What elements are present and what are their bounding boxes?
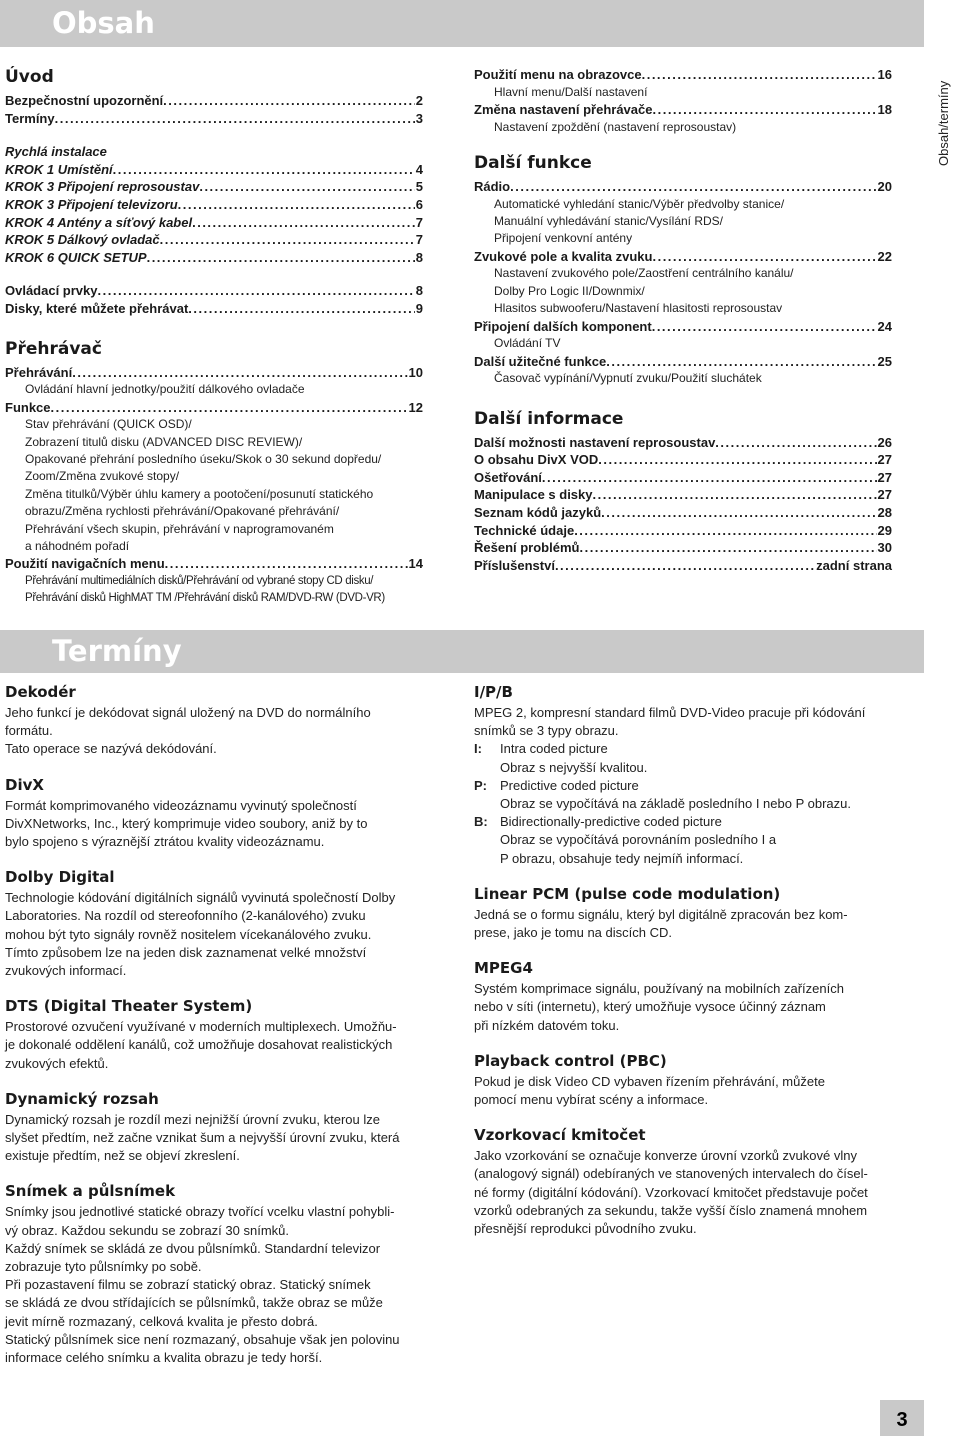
toc-entry[interactable] xyxy=(5,399,423,417)
toc-entry-label: Disky, které můžete přehrávat xyxy=(5,300,189,316)
toc-entry-page: 29 xyxy=(877,522,892,538)
contents-title: Obsah xyxy=(52,6,155,40)
toc-subentry: obrazu/Změna rychlosti přehrávání/Opakované přehrávání/ xyxy=(25,504,340,519)
toc-subentry: Dolby Pro Logic II/Downmix/ xyxy=(494,283,645,298)
terms-left-column xyxy=(5,682,425,1367)
toc-entry[interactable] xyxy=(474,353,892,371)
toc-entry-label: Změna nastavení přehrávače xyxy=(474,102,653,117)
term-text-line: Jako vzorkování se označuje konverze úrovní vzorků zvukové vlny xyxy=(474,1148,857,1164)
term-text-line: Jedná se o formu signálu, který byl digitálně zpracován bez kom- xyxy=(474,906,848,922)
toc-entry-page: 3 xyxy=(415,110,423,126)
dot-leader xyxy=(72,364,407,382)
toc-entry-label: Řešení problémů xyxy=(474,540,580,556)
term-text-line: pomocí menu vybírat scény a informace. xyxy=(474,1092,709,1108)
term-text-line: zobrazuje tyto půlsnímky po sobě. xyxy=(5,1259,202,1275)
toc-entry-page: 30 xyxy=(877,540,892,556)
page-number xyxy=(880,1400,924,1436)
section-heading-prehravac: Přehrávač xyxy=(5,338,102,359)
term-text-line: né formy (digitální kódování). Vzorkovací kmitočet představuje počet xyxy=(474,1184,868,1200)
toc-entry[interactable] xyxy=(5,178,423,196)
toc-entry[interactable] xyxy=(5,364,423,382)
toc-entry[interactable] xyxy=(5,161,423,179)
page-number-text: 3 xyxy=(896,1409,908,1431)
toc-left-column xyxy=(5,66,423,608)
term-heading: Linear PCM (pulse code modulation) xyxy=(474,884,781,903)
toc-entry[interactable] xyxy=(474,557,892,575)
toc-entry-page: 5 xyxy=(415,179,423,195)
toc-entry[interactable] xyxy=(474,434,892,452)
toc-entry[interactable] xyxy=(5,249,423,267)
dot-leader xyxy=(542,469,877,487)
section-heading-uvod: Úvod xyxy=(5,67,54,87)
toc-entry-page: 27 xyxy=(877,487,892,503)
term-text-line: snímků se 3 typy obrazu. xyxy=(474,723,619,739)
term-heading: DivX xyxy=(5,775,44,794)
dot-leader xyxy=(98,282,415,300)
term-text-line: zvukových efektů. xyxy=(5,1055,109,1071)
toc-entry-page: 18 xyxy=(877,102,892,117)
term-text-line: Tímto způsobem lze na jeden disk zaznamenat velké množství xyxy=(5,944,367,960)
dot-leader xyxy=(555,557,815,575)
toc-entry-page: 8 xyxy=(415,283,423,299)
term-text-line: Statický půlsnímek sice není rozmazaný, obsahuje však jen polovinu xyxy=(5,1331,400,1347)
toc-subentry: Hlavní menu/Další nastavení xyxy=(494,84,648,99)
term-text-line: Obraz se vypočítává na základě posledního I nebo P obrazu. xyxy=(500,796,851,812)
dot-leader xyxy=(652,248,876,266)
dot-leader xyxy=(593,486,877,504)
toc-entry-page: 24 xyxy=(877,318,892,334)
toc-subentry: Manuální vyhledávání stanic/Vysílání RDS/ xyxy=(494,214,724,228)
term-text-line: Dynamický rozsah je rozdíl mezi nejnižší úrovní zvuku, kterou lze xyxy=(5,1111,380,1127)
toc-entry[interactable] xyxy=(5,110,423,128)
term-heading: Playback control (PBC) xyxy=(474,1051,667,1070)
toc-entry[interactable] xyxy=(474,504,892,522)
term-heading: Vzorkovací kmitočet xyxy=(474,1126,646,1145)
toc-entry-label: Ovládací prvky xyxy=(5,283,98,299)
toc-entry-label: KROK 4 Antény a síťový kabel xyxy=(5,214,193,230)
toc-entry-page: 2 xyxy=(415,93,423,108)
toc-entry[interactable] xyxy=(5,214,423,232)
term-text-line: existuje předtím, než se objeví zkreslení. xyxy=(5,1148,240,1164)
quick-install-title: Rychlá instalace xyxy=(5,144,107,160)
term-text-line: Obraz se vypočítává porovnáním posledního I a xyxy=(500,832,777,848)
dot-leader xyxy=(510,178,876,196)
term-text-line: Formát komprimovaného videozáznamu vyvinutý společností xyxy=(5,797,357,813)
toc-entry-label: Použití menu na obrazovce xyxy=(474,67,642,82)
toc-subentry: Časovač vypínání/Vypnutí zvuku/Použití sluchátek xyxy=(494,371,762,386)
term-text-line: P obrazu, obsahuje tedy nejmíň informací. xyxy=(500,850,744,866)
toc-entry-label: Rádio xyxy=(474,179,511,194)
contents-title-banner xyxy=(0,0,924,47)
definition-value: Predictive coded picture xyxy=(500,777,639,793)
toc-entry-label: Další užitečné funkce xyxy=(474,353,607,369)
toc-entry-label: Použití navigačních menu xyxy=(5,556,165,572)
term-text-line: při nízkém datovém toku. xyxy=(474,1017,620,1033)
dot-leader xyxy=(55,110,415,128)
toc-entry-page: zadní strana xyxy=(816,557,892,573)
dot-leader xyxy=(574,522,876,540)
term-text-line: bylo spojeno s výraznější ztrátou kvality videozáznamu. xyxy=(5,834,325,850)
term-text-line: informace celého snímku a kvalita obrazu je tedy horší. xyxy=(5,1350,323,1366)
terms-title-banner xyxy=(0,630,924,673)
toc-entry-label: Ošetřování xyxy=(474,469,542,485)
toc-entry-label: Příslušenství xyxy=(474,557,555,573)
term-heading: I/P/B xyxy=(474,683,513,701)
dot-leader xyxy=(652,101,876,119)
toc-entry[interactable] xyxy=(474,318,892,336)
toc-subentry: Zoom/Změna zvukové stopy/ xyxy=(25,469,180,484)
toc-entry[interactable] xyxy=(474,539,892,557)
term-text-line: Snímky jsou jednotlivé statické obrazy tvořící vcelku vlastní pohybli- xyxy=(5,1204,395,1220)
toc-entry-page: 22 xyxy=(877,248,892,264)
dot-leader xyxy=(147,249,415,267)
toc-subentry: Ovládání hlavní jednotky/použití dálkového ovladače xyxy=(25,382,305,397)
toc-entry-label: KROK 3 Připojení televizoru xyxy=(5,196,178,212)
term-text-line: Prostorové ozvučení využívané v moderních multiplexech. Umožňu- xyxy=(5,1019,397,1035)
definition-key: I: xyxy=(474,741,482,757)
term-text-line: Tato operace se nazývá dekódování. xyxy=(5,741,217,757)
dot-leader xyxy=(178,196,415,214)
toc-entry-label: Další možnosti nastavení reprosoustav xyxy=(474,434,716,450)
dot-leader xyxy=(51,399,408,417)
toc-entry-page: 7 xyxy=(415,232,423,248)
toc-subentry: Změna titulků/Výběr úhlu kamery a pootočení/posunutí statického xyxy=(25,486,374,501)
toc-entry[interactable] xyxy=(474,101,892,119)
toc-entry-page: 25 xyxy=(877,353,892,369)
dot-leader xyxy=(601,504,876,522)
term-text-line: MPEG 2, kompresní standard filmů DVD-Video pracuje při kódování xyxy=(474,705,866,720)
toc-entry-page: 16 xyxy=(877,67,892,82)
toc-entry[interactable] xyxy=(5,196,423,214)
toc-entry[interactable] xyxy=(474,248,892,266)
toc-entry-label: KROK 5 Dálkový ovladač xyxy=(5,232,160,248)
term-text-line: formátu. xyxy=(5,723,53,739)
definition-value: Intra coded picture xyxy=(500,741,608,757)
term-text-line: se skládá ze dvou střídajících se půlsnímků, takže obraz se může xyxy=(5,1295,383,1311)
term-heading: Dolby Digital xyxy=(5,868,115,887)
term-text-line: Při pozastavení filmu se zobrazí statický obraz. Statický snímek xyxy=(5,1277,371,1293)
term-heading: Dynamický rozsah xyxy=(5,1089,159,1108)
term-text-line: vzorků odebraných za sekundu, takže vyšší číslo znamená mnohem xyxy=(474,1202,868,1218)
term-text-line: Každý snímek se skládá ze dvou půlsnímků. Standardní televizor xyxy=(5,1240,381,1256)
term-heading: MPEG4 xyxy=(474,959,533,978)
toc-entry[interactable] xyxy=(5,555,423,573)
toc-entry-label: Připojení dalších komponent xyxy=(474,318,652,334)
toc-entry[interactable] xyxy=(474,178,892,196)
toc-subentry: Hlasitos subwooferu/Nastavení hlasitosti reprosoustav xyxy=(494,301,783,316)
toc-entry[interactable] xyxy=(5,282,423,300)
toc-entry-page: 27 xyxy=(877,469,892,485)
toc-entry-page: 4 xyxy=(415,161,423,177)
term-heading: Snímek a půlsnímek xyxy=(5,1182,176,1201)
toc-entry-label: Seznam kódů jazyků xyxy=(474,505,602,520)
toc-entry[interactable] xyxy=(5,231,423,249)
terms-title: Termíny xyxy=(52,634,182,668)
dot-leader xyxy=(598,451,876,469)
toc-subentry: Opakované přehrání posledního úseku/Skok o 30 sekund dopředu/ xyxy=(25,451,382,466)
term-heading: Dekodér xyxy=(5,683,76,701)
definition-value: Bidirectionally-predictive coded picture xyxy=(500,814,722,830)
toc-subentry: Automatické vyhledání stanic/Výběr předvolby stanice/ xyxy=(494,196,785,211)
toc-subentry: Ovládání TV xyxy=(494,336,561,351)
dot-leader xyxy=(160,231,415,249)
term-text-line: přesnější reprodukci původního zvuku. xyxy=(474,1221,697,1237)
toc-entry-label: Přehrávání xyxy=(5,364,73,380)
toc-entry-page: 12 xyxy=(408,399,423,415)
dot-leader xyxy=(199,178,414,196)
toc-entry-label: KROK 3 Připojení reprosoustav xyxy=(5,179,200,195)
toc-entry-page: 28 xyxy=(877,505,892,520)
term-text-line: slyšet předtím, než začne vznikat šum a nejvyšší úrovní zvuku, která xyxy=(5,1130,400,1146)
side-tab xyxy=(932,70,958,170)
term-text-line: nebo v síti (internetu), který umožňuje vysoce účinný záznam xyxy=(474,999,826,1015)
toc-subentry: Stav přehrávání (QUICK OSD)/ xyxy=(25,417,192,432)
dot-leader xyxy=(642,66,877,84)
toc-entry[interactable] xyxy=(474,66,892,84)
side-tab-label: Obsah/termíny xyxy=(936,80,951,166)
dot-leader xyxy=(606,353,876,371)
toc-entry-page: 27 xyxy=(877,452,892,468)
toc-entry[interactable] xyxy=(5,92,423,110)
term-text-line: je dokonalé oddělení kanálů, což umožňuje dosahovat realistických xyxy=(5,1037,393,1053)
definition-key: P: xyxy=(474,777,487,793)
definition-key: B: xyxy=(474,814,488,830)
toc-entry-page: 14 xyxy=(408,556,423,572)
toc-subentry: Nastavení zpoždění (nastavení reprosoustav) xyxy=(494,119,737,134)
toc-entry-label: O obsahu DivX VOD xyxy=(474,452,599,468)
toc-entry-label: KROK 1 Umístění xyxy=(5,161,113,177)
section-heading-dalsi-informace: Další informace xyxy=(474,408,624,429)
term-text-line: Systém komprimace signálu, používaný na mobilních zařízeních xyxy=(474,981,844,997)
toc-subentry: Připojení venkovní antény xyxy=(494,231,633,246)
term-text-line: vý obraz. Každou sekundu se zobrazí 30 snímků. xyxy=(5,1222,289,1238)
toc-subentry: Přehrávání multimediálních disků/Přehrávání od vybrané stopy CD disku/ xyxy=(25,574,374,587)
term-text-line: jevit mírně rozmazaný, celková kvalita je přesto dobrá. xyxy=(5,1313,318,1329)
toc-entry-label: Funkce xyxy=(5,399,51,415)
toc-entry[interactable] xyxy=(474,451,892,469)
toc-entry-page: 9 xyxy=(415,300,423,316)
toc-entry-page: 20 xyxy=(877,179,892,194)
dot-leader xyxy=(188,300,414,318)
dot-leader xyxy=(715,434,876,452)
dot-leader xyxy=(652,318,877,336)
toc-subentry: Přehrávání disků HighMAT TM /Přehrávání disků RAM/DVD-RW (DVD-VR) xyxy=(25,592,385,605)
term-text-line: prese, jako je tomu na discích CD. xyxy=(474,925,672,941)
term-text-line: Laboratories. Na rozdíl od stereofonního (2-kanálového) zvuku xyxy=(5,908,366,924)
toc-entry[interactable] xyxy=(474,522,892,540)
toc-subentry: Nastavení zvukového pole/Zaostření centrálního kanálu/ xyxy=(494,266,794,281)
definition-row xyxy=(474,740,894,758)
toc-entry-page: 7 xyxy=(415,214,423,230)
toc-entry-label: Manipulace s disky xyxy=(474,487,593,503)
toc-entry-label: Technické údaje xyxy=(474,522,575,538)
dot-leader xyxy=(163,92,415,110)
term-text-line: Technologie kódování digitálních signálů vyvinutá společností Dolby xyxy=(5,890,396,906)
term-text-line: Jeho funkcí je dekódovat signál uložený na DVD do normálního xyxy=(5,705,371,720)
toc-entry[interactable] xyxy=(474,486,892,504)
definition-row xyxy=(474,813,894,831)
toc-entry[interactable] xyxy=(5,300,423,318)
toc-entry-page: 6 xyxy=(415,196,423,212)
dot-leader xyxy=(192,214,415,232)
terms-right-column xyxy=(474,682,894,1238)
dot-leader xyxy=(579,539,876,557)
toc-entry-page: 26 xyxy=(877,434,892,450)
dot-leader xyxy=(165,555,408,573)
term-text-line: Pokud je disk Video CD vybaven řízením přehrávání, můžete xyxy=(474,1073,825,1089)
dot-leader xyxy=(113,161,415,179)
toc-entry-label: Zvukové pole a kvalita zvuku xyxy=(474,248,653,264)
term-text-line: DivXNetworks, Inc., který komprimuje video soubory, aniž by to xyxy=(5,815,368,831)
toc-entry[interactable] xyxy=(474,469,892,487)
toc-entry-page: 10 xyxy=(408,364,423,380)
term-text-line: (analogový signál) odebíraných ve stanovených intervalech do čísel- xyxy=(474,1166,868,1182)
toc-subentry: Přehrávání všech skupin, přehrávání v naprogramovaném xyxy=(25,521,334,536)
toc-entry-label: Bezpečnostní upozornění xyxy=(5,93,164,108)
toc-entry-label: Termíny xyxy=(5,110,55,126)
toc-subentry: Zobrazení titulů disku (ADVANCED DISC REVIEW)/ xyxy=(25,434,303,449)
toc-entry-label: KROK 6 QUICK SETUP xyxy=(5,249,147,265)
toc-subentry: a náhodném pořadí xyxy=(25,538,130,553)
toc-entry-page: 8 xyxy=(415,249,423,265)
definition-row xyxy=(474,777,894,795)
section-heading-dalsi-funkce: Další funkce xyxy=(474,153,592,173)
term-text-line: Obraz s nejvyšší kvalitou. xyxy=(500,759,648,775)
term-text-line: zvukových informací. xyxy=(5,963,127,979)
term-heading: DTS (Digital Theater System) xyxy=(5,997,253,1016)
term-text-line: mohou být tyto signály rovněž nositelem vícekanálového zvuku. xyxy=(5,926,372,942)
toc-right-column xyxy=(474,66,892,574)
